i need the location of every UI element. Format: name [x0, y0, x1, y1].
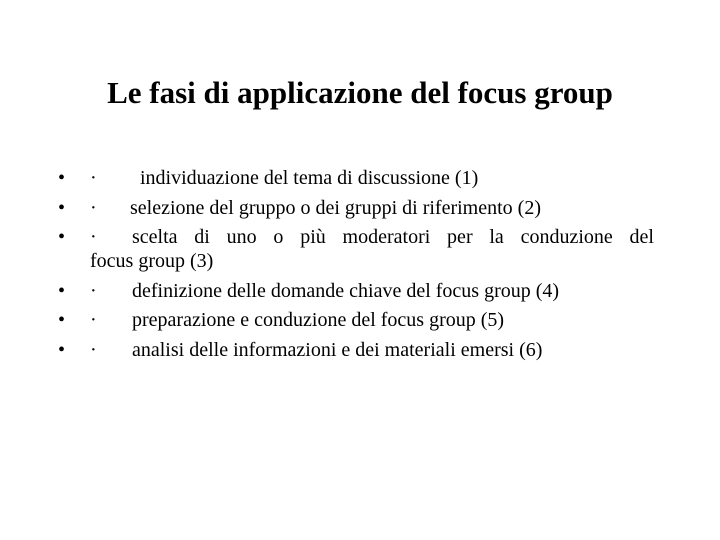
- list-item: [58, 338, 654, 362]
- bullet-icon: •: [58, 309, 66, 331]
- list-item-text: definizione delle domande chiave del focus group (4): [132, 279, 560, 302]
- list-item-text: individuazione del tema di discussione (1): [140, 167, 479, 189]
- bullet-icon: •: [58, 226, 66, 248]
- list-item-text: analisi delle informazioni e dei materiali emersi (6): [132, 338, 543, 361]
- list-item: [58, 308, 654, 332]
- bullet-icon: •: [58, 279, 66, 302]
- phases-list: [58, 166, 654, 367]
- bullet-icon: •: [58, 167, 66, 189]
- list-item: [58, 225, 654, 273]
- dot-icon: ·: [90, 167, 97, 189]
- slide-title: Le fasi di applicazione del focus group: [107, 75, 613, 110]
- dot-icon: ·: [90, 279, 97, 302]
- list-item: [58, 166, 654, 190]
- list-item: [58, 196, 654, 220]
- list-item-text: scelta di uno o più moderatori per la conduzione del: [132, 226, 654, 248]
- list-item-text: selezione del gruppo o dei gruppi di riferimento (2): [130, 196, 541, 219]
- dot-icon: ·: [90, 309, 97, 331]
- list-item: [58, 279, 654, 303]
- bullet-icon: •: [58, 196, 66, 219]
- list-item-text: preparazione e conduzione del focus group (5): [132, 309, 505, 331]
- dot-icon: ·: [90, 226, 97, 248]
- dot-icon: ·: [90, 196, 97, 219]
- dot-icon: ·: [90, 338, 97, 361]
- bullet-icon: •: [58, 338, 66, 361]
- list-item-continuation: focus group (3): [90, 250, 214, 272]
